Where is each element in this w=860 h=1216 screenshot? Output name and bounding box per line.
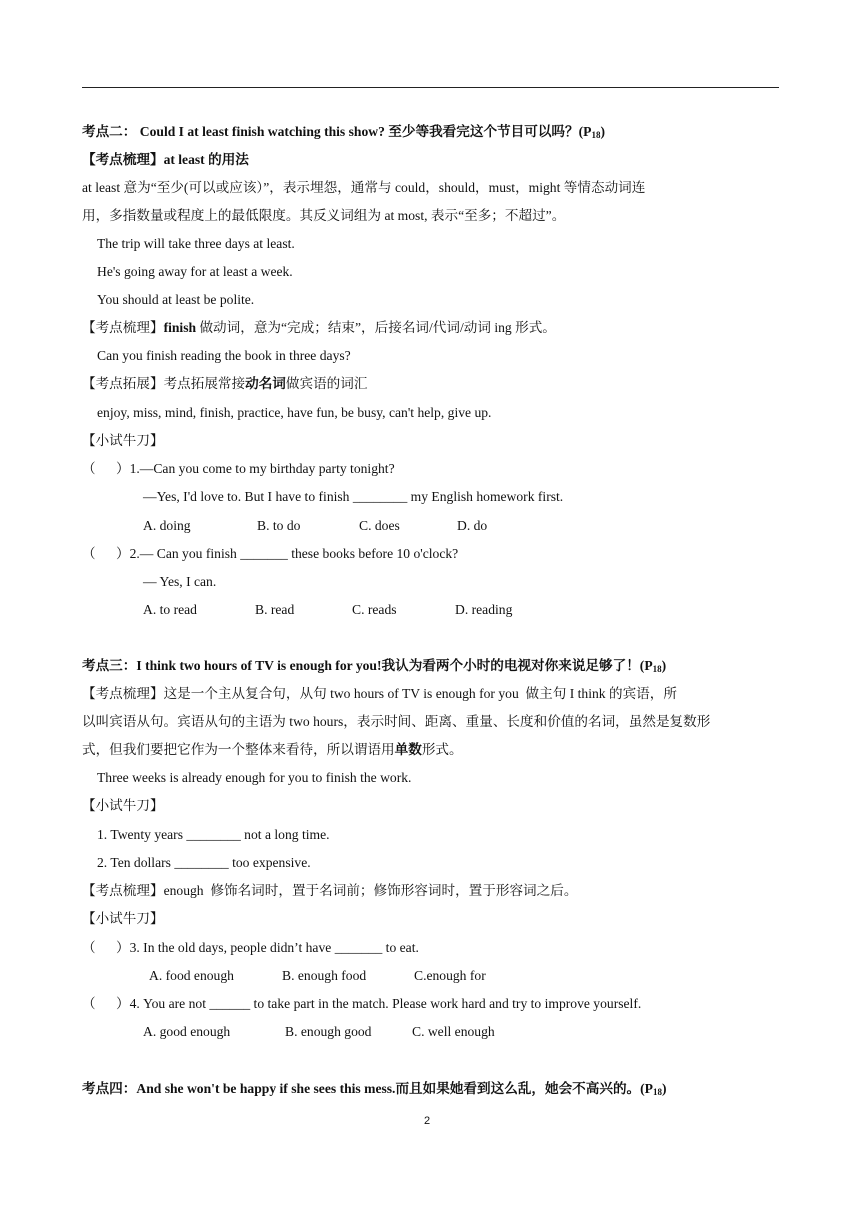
page-ref-subscript: 18 [652,664,662,674]
section-label: 考点四： [82,1081,137,1096]
tag-line [82,685,677,703]
tag-keyword: 动名词 [245,376,286,391]
option: D. reading [455,602,513,617]
answer-bracket[interactable]: （ ） [82,996,130,1011]
question-4 [82,995,641,1013]
tag-keyword: finish [163,320,197,335]
tag-text: 做动词，意为“完成；结束”，后接名词/代词/动词 ing 形式。 [196,320,556,335]
section-label: 考点三： [82,658,137,673]
paragraph-text: 形式。 [421,742,463,757]
fill-in-question: 1. Twenty years ________ not a long time. [97,827,330,842]
page-ref-close: ) [661,1081,667,1096]
question-text: 2.— Can you finish _______ these books before 10 o'clock? [129,546,459,561]
tag-label: 【考点梳理】 [82,686,164,701]
option: B. enough food [282,968,367,983]
page-ref: (P [640,1081,653,1096]
example-sentence: Three weeks is already enough for you to finish the work. [97,770,412,785]
heading-english: Could I at least finish watching this show? [136,124,385,139]
option: A. food enough [149,968,234,983]
practice-label: 【小试牛刀】 [82,798,164,813]
option: C. well enough [412,1024,495,1039]
option: B. read [255,602,295,617]
tag-label: 【考点梳理】 [82,320,164,335]
tag-line [82,151,249,169]
tag-text: 考点拓展常接 [163,376,246,391]
option: C.enough for [414,968,486,983]
option: B. enough good [285,1024,372,1039]
paragraph-line: 用，多指数量或程度上的最低限度。其反义词组为 at most, 表示“至多；不超过”。 [82,208,566,223]
tag-label: 【考点梳理】 [82,152,164,167]
question-text: 4. You are not ______ to take part in the match. Please work hard and try to improve yourself. [129,996,642,1011]
options-row [143,1023,495,1041]
page-ref-subscript: 18 [652,1087,662,1097]
heading-chinese: 至少等我看完这个节目可以吗？ [384,124,579,139]
question-text: 3. In the old days, people didn’t have _______ to eat. [129,940,419,955]
page-ref-close: ) [661,658,667,673]
answer-bracket[interactable]: （ ） [82,546,130,561]
paragraph-line: 这是一个主从复合句，从句 two hours of TV is enough for you 做主句 I think 的宾语，所 [163,686,677,701]
tag-label: 【考点梳理】 [82,883,164,898]
question-2 [82,545,458,563]
heading-english: I think two hours of TV is enough for you! [136,658,382,673]
options-row [149,967,486,985]
page-ref: (P [578,124,592,139]
section-2-heading [82,123,605,144]
section-4-heading [82,1080,667,1101]
paragraph-line [82,741,463,759]
tag-title: at least 的用法 [163,152,249,167]
tag-text: 做宾语的词汇 [285,376,368,391]
page-ref: (P [639,658,653,673]
example-sentence: The trip will take three days at least. [97,236,295,251]
option: B. to do [257,518,301,533]
paragraph-keyword: 单数 [394,742,422,757]
question-3 [82,939,419,957]
heading-chinese: 我认为看两个小时的电视对你来说足够了！ [381,658,640,673]
example-sentence: Can you finish reading the book in three days? [97,348,351,363]
option: A. to read [143,602,197,617]
heading-chinese: 而且如果她看到这么乱，她会不高兴的。 [395,1081,641,1096]
example-sentence: He's going away for at least a week. [97,264,293,279]
option: D. do [457,518,488,533]
answer-bracket[interactable]: （ ） [82,461,130,476]
options-row [143,601,512,619]
tag-line [82,882,577,900]
tag-line [82,375,367,393]
option: A. doing [143,518,191,533]
section-3-heading [82,657,666,678]
example-sentence: You should at least be polite. [97,292,255,307]
page-ref-subscript: 18 [591,130,601,140]
practice-label: 【小试牛刀】 [82,911,164,926]
page-ref-close: ) [600,124,605,139]
option: C. reads [352,602,397,617]
tag-label: 【考点拓展】 [82,376,164,391]
question-text: —Yes, I'd love to. But I have to finish ________ my English homework first. [143,489,564,504]
paragraph-line: 以叫宾语从句。宾语从句的主语为 two hours，表示时间、距离、重量、长度和价值的名词，虽然是复数形 [82,714,711,729]
heading-english: And she won't be happy if she sees this mess. [136,1081,396,1096]
tag-line [82,319,556,337]
question-1 [82,460,395,478]
paragraph-line: at least 意为“至少(可以或应该）”，表示埋怨，通常与 could，should，must，might 等情态动词连 [82,180,646,195]
header-rule [82,87,779,88]
section-label: 考点二： [82,124,137,139]
tag-text: enough 修饰名词时，置于名词前；修饰形容词时，置于形容词之后。 [163,883,578,898]
options-row [143,517,487,535]
paragraph-text: 式，但我们要把它作为一个整体来看待，所以谓语用 [82,742,395,757]
answer-bracket[interactable]: （ ） [82,940,130,955]
question-text: — Yes, I can. [143,574,217,589]
page-number: 2 [424,1115,431,1127]
word-list: enjoy, miss, mind, finish, practice, have fun, be busy, can't help, give up. [97,405,492,420]
option: A. good enough [143,1024,231,1039]
fill-in-question: 2. Ten dollars ________ too expensive. [97,855,311,870]
question-text: 1.—Can you come to my birthday party tonight? [129,461,395,476]
practice-label: 【小试牛刀】 [82,433,164,448]
option: C. does [359,518,400,533]
